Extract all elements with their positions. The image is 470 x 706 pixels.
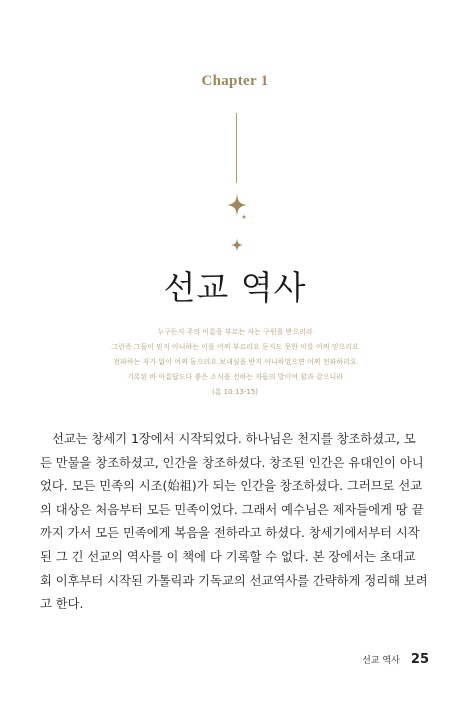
running-section-title: 선교 역사 [362,656,400,666]
epigraph [0,325,470,400]
page-footer [362,649,429,668]
sparkle-star-icon [231,238,243,252]
body-line: 었다. 모든 민족의 시조(始祖)가 되는 인간을 창조하셨다. 그러므로 선교 [40,479,423,494]
epigraph-line: 누구든지 주의 이름을 부르는 자는 구원을 받으리라 [157,328,313,336]
body-line: 고 한다. [40,597,84,612]
small-star-icon [241,214,247,220]
body-line: 선교는 창세기 1장에서 시작되었다. 하나님은 천지를 창조하셨고, 모 [52,432,416,446]
epigraph-reference: (롬 10:13-15) [211,388,259,396]
body-line: 든 만물을 창조하셨고, 인간을 창조하셨다. 창조된 인간은 유대인이 아니 [40,455,424,470]
body-paragraph [40,428,432,617]
epigraph-line: 기록된 바 아름답도다 좋은 소식을 전하는 자들의 발이여 함과 같으니라 [126,373,344,381]
epigraph-line: 전파하는 자가 없이 어찌 들으리요 보내심을 받지 아니하였으면 어찌 전파하리요 [113,358,357,366]
epigraph-line: 그런즉 그들이 믿지 아니하는 이를 어찌 부르리요 듣지도 못한 이를 어찌 믿으리요 [111,343,359,351]
body-line: 의 대상은 처음부터 모든 민족이었다. 그래서 예수님은 제자들에게 땅 끝 [40,502,424,517]
body-line: 까지 가서 모든 민족에게 복음을 전하라고 하셨다. 창세기에서부터 시작 [40,526,420,541]
decorative-vertical-line [236,113,237,183]
chapter-label: Chapter 1 [201,73,269,89]
body-line: 된 그 긴 선교의 역사를 이 책에 다 기록할 수 없다. 본 장에서는 초대교 [40,549,416,564]
body-line: 회 이후부터 시작된 가톨릭과 기독교의 선교역사를 간략하게 정리해 보려 [40,573,428,588]
chapter-title: 선교 역사 [163,268,307,307]
page-number: 25 [410,652,429,667]
